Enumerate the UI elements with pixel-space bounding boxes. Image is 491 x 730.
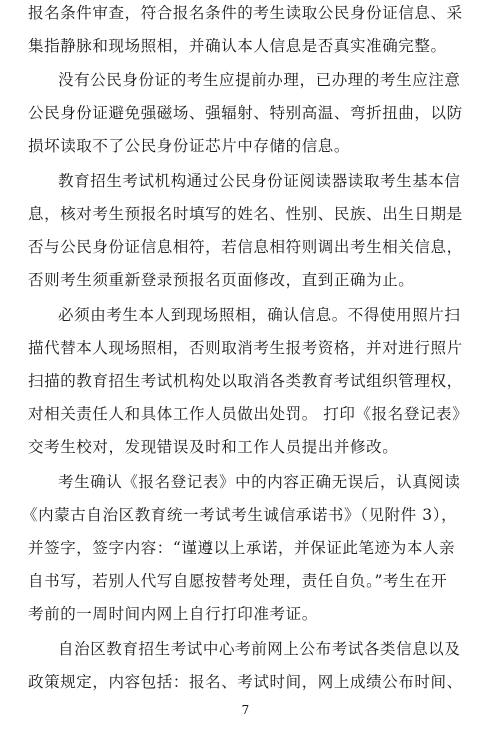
text-line: 息，核对考生预报名时填写的姓名、性别、民族、出生日期是: [28, 205, 463, 223]
text-line: 集指静脉和现场照相，并确认本人信息是否真实准确完整。: [28, 37, 447, 55]
text-line: 损坏读取不了公民身份证芯片中存储的信息。: [28, 137, 351, 155]
text-line: 交考生校对，发现错误及时和工作人员提出并修改。: [28, 438, 399, 456]
text-line: 并签字，签字内容：“谨遵以上承诺，并保证此笔迹为本人亲: [28, 539, 456, 557]
text-line: 政策规定，内容包括：报名、考试时间，网上成绩公布时间、: [28, 673, 463, 691]
text-line: 考生确认《报名登记表》中的内容正确无误后，认真阅读: [58, 473, 461, 491]
text-line: 必须由考生本人到现场照相，确认信息。不得使用照片扫: [58, 306, 461, 324]
text-line: 扫描的教育招生考试机构处以取消各类教育考试组织管理权，: [28, 372, 463, 390]
text-line: 没有公民身份证的考生应提前办理，已办理的考生应注意: [58, 71, 461, 89]
text-line: 报名条件审查，符合报名条件的考生读取公民身份证信息、采: [28, 4, 463, 22]
text-line: 对相关责任人和具体工作人员做出处罚。 打印《报名登记表》: [28, 405, 469, 423]
text-line: 描代替本人现场照相，否则取消考生报考资格，并对进行照片: [28, 339, 463, 357]
text-line: 公民身份证避免强磁场、强辐射、特别高温、弯折扭曲，以防: [28, 104, 463, 122]
text-line: 自书写，若别人代写自愿按替考处理，责任自负。”考生在开: [28, 572, 448, 590]
text-line: 否则考生须重新登录预报名页面修改，直到正确为止。: [28, 271, 415, 289]
text-line: 自治区教育招生考试中心考前网上公布考试各类信息以及: [58, 640, 461, 658]
text-line: 《内蒙古自治区教育统一考试考生诚信承诺书》（见附件 3），: [22, 506, 458, 524]
text-line: 否与公民身份证信息相符，若信息相符则调出考生相关信息，: [28, 238, 463, 256]
text-line: 教育招生考试机构通过公民身份证阅读器读取考生基本信: [58, 172, 461, 190]
text-line: 考前的一周时间内网上自行打印准考证。: [28, 605, 318, 623]
page-number: 7: [241, 703, 250, 717]
